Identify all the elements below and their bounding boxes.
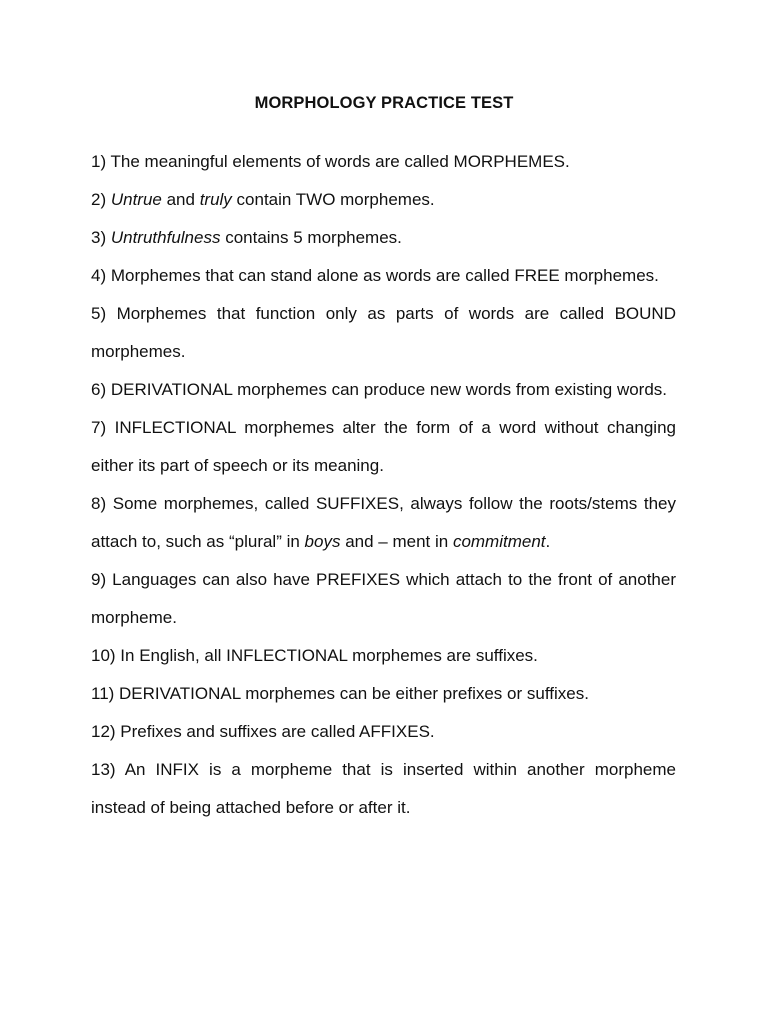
statement-item	[91, 257, 676, 295]
statement-item	[91, 751, 676, 827]
statement-text: 10) In English, all INFLECTIONAL morphemes are suffixes.	[91, 646, 538, 665]
statement-text: and – ment in	[340, 532, 453, 551]
statement-text: 7) INFLECTIONAL morphemes alter the form of a word without changing either its part of speech or its meaning.	[91, 418, 676, 475]
statement-item	[91, 713, 676, 751]
statement-text: 4) Morphemes that can stand alone as words are called FREE morphemes.	[91, 266, 659, 285]
statement-item	[91, 561, 676, 637]
statement-item	[91, 181, 676, 219]
statement-text: 5) Morphemes that function only as parts of words are called BOUND morphemes.	[91, 304, 676, 361]
statement-item	[91, 637, 676, 675]
statement-text: and	[161, 190, 200, 209]
statement-item	[91, 295, 676, 371]
statement-item	[91, 485, 676, 561]
statement-text: 8) Some morphemes, called SUFFIXES, always follow the roots/stems they attach to, such as “plural” in	[91, 494, 676, 551]
statement-item	[91, 409, 676, 485]
statement-item	[91, 675, 676, 713]
italic-term: boys	[304, 532, 341, 551]
statement-text: 3)	[91, 228, 111, 247]
statement-text: 13) An INFIX is a morpheme that is inserted within another morpheme instead of being attached before or after it.	[91, 760, 676, 817]
statement-text: 6) DERIVATIONAL morphemes can produce new words from existing words.	[91, 380, 668, 399]
question-list	[91, 143, 676, 827]
statement-item	[91, 371, 676, 409]
statement-text: 12) Prefixes and suffixes are called AFFIXES.	[91, 722, 435, 741]
statement-text: 9) Languages can also have PREFIXES which attach to the front of another morpheme.	[91, 570, 676, 627]
italic-term: truly	[199, 190, 232, 209]
statement-text: 2)	[91, 190, 111, 209]
statement-text: contain TWO morphemes.	[231, 190, 435, 209]
page-title: MORPHOLOGY PRACTICE TEST	[254, 94, 514, 112]
italic-term: Untrue	[110, 190, 162, 209]
statement-item	[91, 219, 676, 257]
statement-text: contains 5 morphemes.	[220, 228, 402, 247]
statement-text: 1) The meaningful elements of words are called MORPHEMES.	[91, 152, 570, 171]
italic-term: Untruthfulness	[110, 228, 221, 247]
statement-text: .	[545, 532, 551, 551]
statement-text: 11) DERIVATIONAL morphemes can be either prefixes or suffixes.	[91, 684, 589, 703]
statement-item	[91, 143, 676, 181]
italic-term: commitment	[452, 532, 546, 551]
